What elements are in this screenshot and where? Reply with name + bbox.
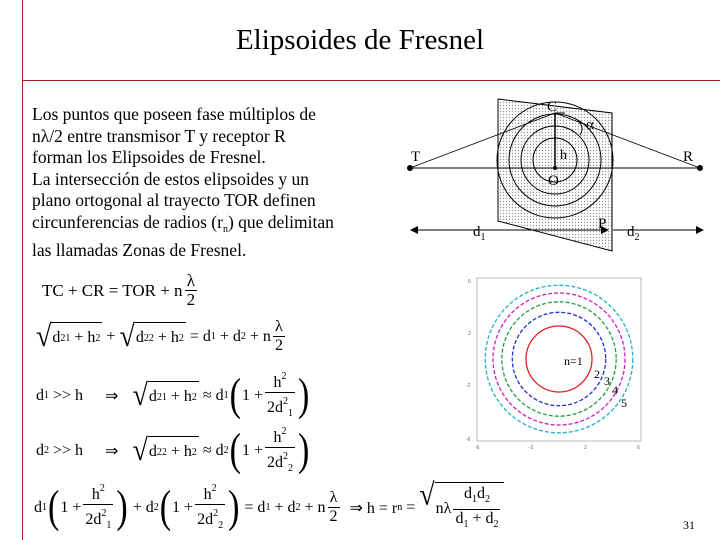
body-text <box>32 104 392 262</box>
label-alpha: α <box>586 117 594 133</box>
fraction: $\frac{d_1d_2}{d_1 + d_2}$ <box>453 485 500 534</box>
x-tick-label: -2 <box>529 445 534 450</box>
y-tick-label: -6 <box>466 437 471 443</box>
ring-label: 4 <box>612 383 618 397</box>
x-tick-label: 2 <box>584 445 587 450</box>
fraction: $\frac{h^2}{2d^2_1}$ <box>265 368 295 423</box>
y-tick-label: 2 <box>468 331 471 337</box>
arrow-head-right <box>696 226 704 234</box>
square-root: √ d 2 1 + h 2 <box>132 377 197 412</box>
equation-approx-d2: d 2 >> h ⇒ √ d 2 2 + h 2 ≈ d 2 ( 1 + $\frac{h^2}{2d^2_2}$ ) <box>36 423 310 478</box>
label-d2: $d_2$ <box>627 224 640 243</box>
page-number: 31 <box>683 518 695 532</box>
label-h: h <box>560 148 567 163</box>
arrow-head-left <box>410 226 418 234</box>
equation-approx-d1: d 1 >> h ⇒ √ d 2 1 + h 2 ≈ d 1 ( 1 + $\frac{h^2}{2d^2_1}$ ) <box>36 368 310 423</box>
subscript-n: n <box>222 223 228 235</box>
body-line: forman los Elipsoides de Fresnel. <box>32 147 266 167</box>
equation-text: TC + CR = TOR + n <box>42 280 183 300</box>
label-P: P <box>598 216 607 232</box>
y-tick-label: -2 <box>466 383 471 389</box>
fraction-denominator: 2 <box>186 290 196 309</box>
ring-label: 3 <box>604 374 610 388</box>
x-tick-label: 6 <box>637 445 640 450</box>
ring-label: n=1 <box>564 354 583 368</box>
body-line: La intersección de estos elipsoides y un <box>32 168 310 189</box>
square-root: √ d 2 2 + h 2 <box>132 432 197 467</box>
label-R: R <box>683 149 694 165</box>
fraction: $\frac{\lambda}{2}$ <box>329 489 338 525</box>
body-line <box>32 212 392 241</box>
body-line: Los puntos que poseen fase múltiplos de <box>32 104 316 124</box>
implies-arrow: ⇒ <box>105 387 119 405</box>
body-line: plano ortogonal al trayecto TOR definen <box>32 190 316 210</box>
slide-frame-horizontal-line <box>22 80 720 81</box>
body-text-fragment: circunferencias de radios (r <box>32 211 223 232</box>
fraction: $\frac{h^2}{2d^2_2}$ <box>265 423 295 478</box>
fraction <box>185 272 198 309</box>
equation-fresnel-radius: d 1 ( 1 + $\frac{h^2}{2d^2_1}$ ) + d 2 ( 1 + $\frac{h^2}{2d^2_2}$ ) = d 1 + d 2 + n $\frac{\lambda}{2}$ ⇒ h = r n = √ nλ $\frac{d_1d_2}{d_1 + d_2}$ <box>34 480 504 535</box>
fraction: $\frac{h^2}{2d^2_2}$ <box>195 480 225 535</box>
square-root: √ d 2 2 + h 2 <box>119 318 184 353</box>
implies-arrow: ⇒ <box>105 442 119 460</box>
label-C: C <box>547 99 558 115</box>
ring-label: 2 <box>594 367 600 381</box>
ring-label: 5 <box>621 396 627 410</box>
fraction: $\frac{h^2}{2d^2_1}$ <box>83 480 113 535</box>
square-root: √ d 2 1 + h 2 <box>36 318 101 353</box>
slide-title: Elipsoides de Fresnel <box>235 24 485 56</box>
equation-distance-sum: √ d 2 1 + h 2 + √ d 2 2 + h 2 = d 1 + d 2 + n $\frac{\lambda}{2}$ <box>36 318 283 354</box>
y-tick-label: 6 <box>468 279 471 285</box>
body-line: las llamadas Zonas de Fresnel. <box>32 240 247 260</box>
fresnel-zones-chart <box>458 275 648 450</box>
body-line: nλ/2 entre transmisor T y receptor R <box>32 125 286 146</box>
square-root: √ nλ $\frac{d_1d_2}{d_1 + d_2}$ <box>419 482 504 534</box>
label-d1: $d_1$ <box>473 224 486 243</box>
label-T: T <box>411 149 421 165</box>
slide-frame-vertical-line <box>22 0 23 540</box>
fraction-numerator: λ <box>186 271 195 290</box>
equation-path-difference <box>42 272 199 309</box>
fraction: $\frac{\lambda}{2}$ <box>274 318 283 354</box>
label-O: O <box>548 173 559 189</box>
fresnel-ellipsoid-diagram <box>400 95 720 255</box>
x-tick-label: -6 <box>475 445 480 450</box>
body-text-fragment: ) que delimitan <box>227 211 334 232</box>
